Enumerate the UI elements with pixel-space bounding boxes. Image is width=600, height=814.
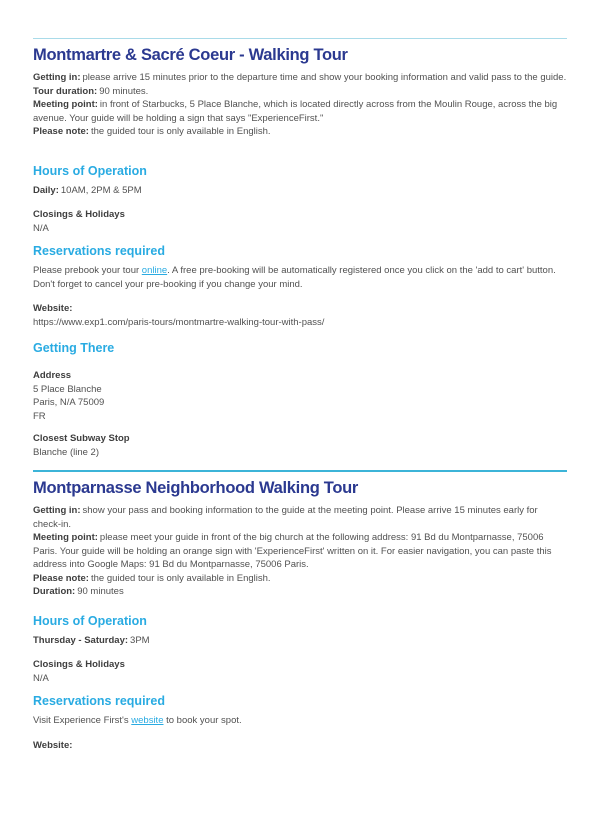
intro-item-label: Duration: bbox=[33, 586, 76, 597]
reservation-text bbox=[33, 714, 567, 728]
subway-value: Blanche (line 2) bbox=[33, 446, 100, 458]
subway-label: Closest Subway Stop bbox=[33, 433, 130, 444]
closings-value: N/A bbox=[33, 222, 49, 234]
intro-item bbox=[33, 585, 567, 599]
intro-item-text: please arrive 15 minutes prior to the departure time and show your booking information and valid pass to the guide. bbox=[82, 72, 567, 83]
reservations-heading: Reservations required bbox=[33, 244, 165, 258]
schedule-value: 3PM bbox=[130, 634, 150, 646]
intro-item-text: in front of Starbucks, 5 Place Blanche, which is located directly across from the Moulin Rouge, across the big avenue. Your guide will be holding a sign that says "ExperienceFirst." bbox=[33, 99, 558, 124]
reservation-text-after: . A free pre-booking will be automatically registered once you click on the 'add to cart' button. Don't forget to cancel your pre-booking if you change your mind. bbox=[33, 265, 556, 290]
closings-label: Closings & Holidays bbox=[33, 659, 125, 670]
address-line: Paris, N/A 75009 bbox=[33, 397, 105, 408]
closings-label: Closings & Holidays bbox=[33, 209, 125, 220]
intro-item bbox=[33, 531, 567, 572]
intro-item-label: Please note: bbox=[33, 126, 89, 137]
intro-item bbox=[33, 572, 567, 586]
intro-item-label: Meeting point: bbox=[33, 532, 98, 543]
hours-of-operation-heading: Hours of Operation bbox=[33, 613, 147, 628]
tour-section-montparnasse bbox=[33, 478, 567, 752]
intro-item-label: Please note: bbox=[33, 572, 89, 584]
schedule-line bbox=[33, 634, 567, 648]
closings-block bbox=[33, 208, 567, 235]
reservation-link[interactable]: website bbox=[131, 715, 164, 726]
schedule-label: Thursday - Saturday: bbox=[33, 634, 129, 646]
reservation-text-before: Please prebook your tour bbox=[33, 265, 142, 276]
intro-item-text: please meet your guide in front of the big church at the following address: 91 Bd du Montparnasse, 75006 Paris. Your guide will be holding an orange sign with 'ExperienceFirst' written on it. For easier navigation, you can paste this address into Google Maps: 91 Bd du Montparnasse, 75006 Paris. bbox=[33, 532, 552, 570]
closings-value: N/A bbox=[33, 672, 49, 684]
hours-of-operation-heading: Hours of Operation bbox=[33, 163, 147, 178]
schedule-line bbox=[33, 184, 567, 198]
document-page bbox=[0, 38, 600, 752]
reservation-text bbox=[33, 264, 567, 291]
intro-item bbox=[33, 85, 567, 99]
address-block bbox=[33, 369, 567, 423]
intro-item-label: Getting in: bbox=[33, 72, 81, 83]
intro-item-text: the guided tour is only available in English. bbox=[90, 572, 271, 584]
intro-item-label: Meeting point: bbox=[33, 99, 98, 110]
intro-item-text: 90 minutes. bbox=[99, 85, 149, 97]
address-line: FR bbox=[33, 410, 46, 422]
website-label: Website: bbox=[33, 303, 73, 314]
intro-item-label: Getting in: bbox=[33, 505, 81, 516]
tour-title: Montparnasse Neighborhood Walking Tour bbox=[33, 479, 359, 497]
address-label: Address bbox=[33, 370, 72, 381]
address-line: 5 Place Blanche bbox=[33, 383, 102, 395]
reservation-link[interactable]: online bbox=[141, 265, 168, 276]
tour-intro bbox=[33, 504, 567, 599]
intro-item-label: Tour duration: bbox=[33, 85, 98, 97]
closings-block bbox=[33, 658, 567, 685]
intro-item bbox=[33, 504, 567, 531]
intro-item-text: 90 minutes bbox=[77, 586, 124, 597]
getting-there-heading: Getting There bbox=[33, 341, 115, 355]
intro-item bbox=[33, 71, 567, 85]
page-top-rule bbox=[33, 38, 567, 39]
reservations-heading: Reservations required bbox=[33, 694, 165, 708]
tour-title: Montmartre & Sacré Coeur - Walking Tour bbox=[33, 46, 348, 64]
subway-block bbox=[33, 432, 567, 459]
reservation-text-before: Visit Experience First's bbox=[33, 715, 132, 726]
intro-item bbox=[33, 98, 567, 125]
intro-item bbox=[33, 125, 567, 139]
website-url: https://www.exp1.com/paris-tours/montmartre-walking-tour-with-pass/ bbox=[33, 316, 325, 328]
website-block bbox=[33, 739, 567, 753]
intro-item-text: show your pass and booking information to the guide at the meeting point. Please arrive 15 minutes early for check-in. bbox=[33, 505, 538, 530]
tour-intro bbox=[33, 71, 567, 139]
section-divider bbox=[33, 470, 567, 472]
tour-section-montmartre bbox=[33, 45, 567, 459]
reservation-text-after: to book your spot. bbox=[163, 715, 242, 726]
website-label: Website: bbox=[33, 739, 73, 751]
schedule-value: 10AM, 2PM & 5PM bbox=[60, 184, 142, 196]
website-block bbox=[33, 302, 567, 329]
schedule-label: Daily: bbox=[33, 184, 59, 196]
intro-item-text: the guided tour is only available in English. bbox=[90, 126, 271, 137]
